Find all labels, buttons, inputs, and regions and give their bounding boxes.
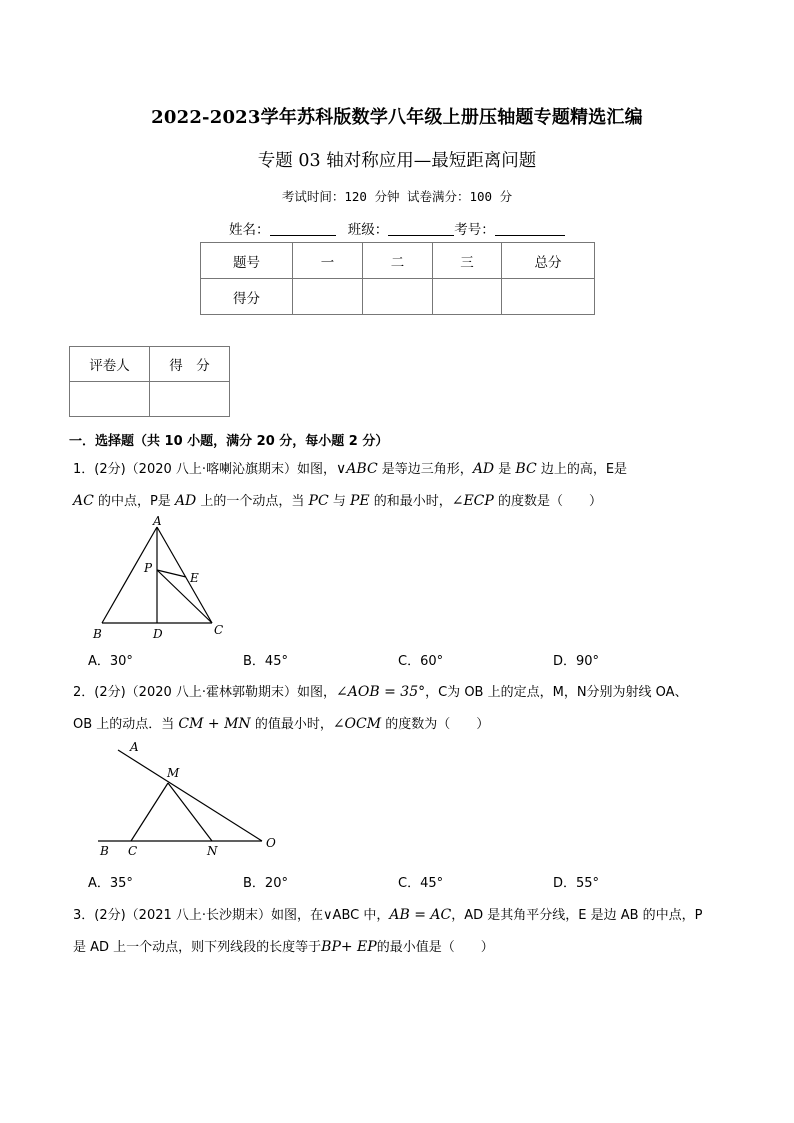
side-ac — [157, 527, 212, 623]
score-header-cell: 题号 — [201, 243, 293, 279]
question-3-line-1: 3．(2分)（2021 八上·长沙期末）如图，在∨ABC 中，AB = AC，AD 是其角平分线，E 是边 AB 的中点，P — [73, 907, 703, 923]
number-blank[interactable] — [495, 221, 565, 236]
score-header: 得 分 — [150, 347, 230, 382]
segment-mn — [168, 783, 212, 841]
q1-option-b[interactable]: B．45° — [243, 654, 288, 669]
label-p: P — [144, 561, 153, 575]
grader-cell[interactable] — [70, 382, 150, 417]
score-cell[interactable] — [502, 279, 595, 315]
q2-option-c[interactable]: C．45° — [398, 876, 444, 891]
document-subtitle: 专题 03 轴对称应用—最短距离问题 — [257, 151, 537, 171]
q1-option-a[interactable]: A．30° — [88, 654, 133, 669]
label-m: M — [167, 766, 180, 780]
question-3-line-2: 是 AD 上一个动点，则下列线段的长度等于BP+ EP的最小值是（ ） — [73, 939, 494, 955]
label-o: O — [266, 836, 276, 850]
label-b: B — [93, 627, 102, 641]
class-label: 班级： — [347, 222, 389, 238]
question-1-line-2: AC 的中点，P是 AD 上的一个动点，当 PC 与 PE 的和最小时，∠ECP 的度数是（ ） — [73, 493, 602, 509]
score-header-cell: 二 — [363, 243, 433, 279]
q2-option-b[interactable]: B．20° — [243, 876, 288, 891]
question-1-figure — [80, 510, 250, 645]
score-header-cell: 三 — [433, 243, 502, 279]
label-b: B — [100, 844, 109, 858]
number-label: 考号： — [454, 222, 495, 238]
segment-pc — [157, 570, 212, 623]
score-header-cell: 一 — [293, 243, 363, 279]
grader-table — [69, 346, 230, 417]
segment-cm — [131, 783, 168, 841]
question-1-line-1: 1．(2分)（2020 八上·喀喇沁旗期末）如图，∨ABC 是等边三角形，AD 是 BC 边上的高，E是 — [73, 461, 628, 477]
question-2-figure — [90, 735, 290, 860]
grader-score-cell[interactable] — [150, 382, 230, 417]
score-cell[interactable] — [433, 279, 502, 315]
side-ab — [102, 527, 157, 623]
q1-option-c[interactable]: C．60° — [398, 654, 444, 669]
name-label: 姓名： — [229, 222, 270, 238]
grader-header: 评卷人 — [70, 347, 150, 382]
question-2-line-1: 2．(2分)（2020 八上·霍林郭勒期末）如图，∠AOB = 35°，C为 OB 上的定点，M，N分别为射线 OA、 — [73, 684, 688, 700]
q2-option-d[interactable]: D．55° — [553, 876, 600, 891]
score-row-label: 得分 — [201, 279, 293, 315]
label-n: N — [207, 844, 218, 858]
label-c: C — [214, 623, 224, 637]
score-header-cell: 总分 — [502, 243, 595, 279]
label-c: C — [128, 844, 138, 858]
class-blank[interactable] — [388, 221, 454, 236]
q1-option-d[interactable]: D．90° — [553, 654, 600, 669]
question-2-line-2: OB 上的动点．当 CM + MN 的值最小时，∠OCM 的度数为（ ） — [73, 716, 490, 732]
name-blank[interactable] — [270, 221, 336, 236]
student-info-line — [229, 218, 565, 238]
score-cell[interactable] — [293, 279, 363, 315]
section-heading: 一．选择题（共 10 小题，满分 20 分，每小题 2 分） — [69, 434, 389, 449]
label-a: A — [130, 740, 139, 754]
document-title: 2022-2023学年苏科版数学八年级上册压轴题专题精选汇编 — [151, 107, 643, 128]
label-a: A — [153, 514, 162, 528]
q2-option-a[interactable]: A．35° — [88, 876, 133, 891]
score-cell[interactable] — [363, 279, 433, 315]
label-e: E — [190, 571, 199, 585]
exam-info: 考试时间：120 分钟 试卷满分：100 分 — [281, 189, 513, 204]
score-table — [200, 242, 595, 315]
label-d: D — [153, 627, 163, 641]
